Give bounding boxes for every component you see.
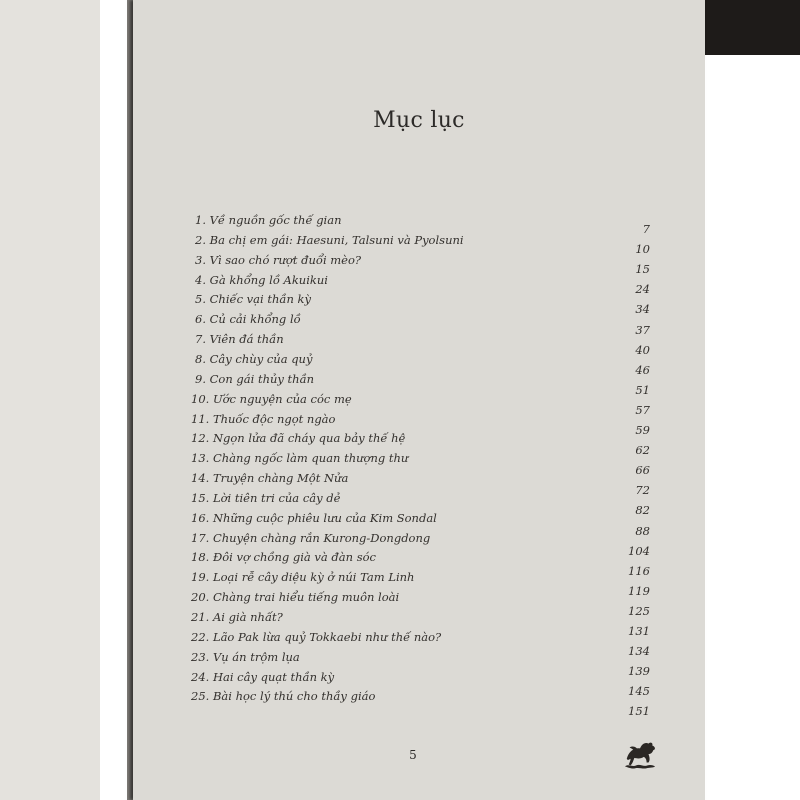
toc-entry-page: 7 — [642, 222, 650, 236]
toc-entry-page: 125 — [628, 603, 650, 618]
page-title: Mục lục — [373, 108, 465, 133]
toc-entry-title: 19. Loại rễ cây diệu kỳ ở núi Tam Linh — [191, 570, 415, 585]
toc-entry-page: 40 — [635, 342, 650, 357]
toc-entry-page: 145 — [628, 684, 650, 699]
toc-entry-page: 34 — [635, 302, 650, 317]
table-of-contents — [133, 0, 705, 800]
toc-entry-page: 119 — [628, 583, 650, 598]
toc-entry-title: 15. Lời tiên tri của cây dẻ — [191, 490, 341, 505]
toc-entry-title: 11. Thuốc độc ngọt ngào — [191, 411, 336, 426]
toc-entry-title: 13. Chàng ngốc làm quan thượng thư — [191, 451, 409, 466]
toc-entry-title: 25. Bài học lý thú cho thầy giáo — [191, 689, 376, 704]
toc-entry-page: 57 — [635, 402, 650, 417]
toc-entry-page: 151 — [628, 704, 650, 719]
toc-entry-page: 88 — [635, 523, 650, 538]
toc-entry-page: 82 — [635, 503, 650, 518]
toc-entry-title: 10. Ước nguyện của cóc mẹ — [191, 391, 352, 406]
toc-entry-title: 21. Ai già nhất? — [191, 610, 283, 624]
toc-entry-title: 16. Những cuộc phiêu lưu của Kim Sondal — [191, 510, 437, 525]
page-number: 5 — [409, 748, 417, 762]
toc-entry-title: 2. Ba chị em gái: Haesuni, Talsuni và Pyolsuni — [195, 232, 464, 247]
horse-ornament-icon — [621, 738, 659, 772]
toc-entry-title: 14. Truyện chàng Một Nửa — [191, 471, 349, 486]
toc-entry-title: 5. Chiếc vại thần kỳ — [195, 292, 311, 307]
toc-entry-page: 24 — [635, 282, 650, 297]
toc-entry-title: 23. Vụ án trộm lụa — [191, 649, 300, 664]
toc-entry-page: 37 — [635, 322, 650, 337]
toc-entry-page: 134 — [628, 644, 650, 659]
toc-entry-title: 24. Hai cây quạt thần kỳ — [191, 669, 335, 684]
toc-entry-page: 139 — [628, 664, 650, 679]
toc-entry-page: 104 — [628, 543, 650, 558]
dark-background-corner — [690, 0, 800, 55]
toc-entry-title: 12. Ngọn lửa đã cháy qua bảy thế hệ — [191, 431, 406, 446]
toc-entry-page: 62 — [635, 443, 650, 458]
toc-entry-page: 66 — [635, 463, 650, 478]
toc-entry-title: 8. Cây chùy của quỷ — [195, 351, 313, 366]
toc-entry-title: 9. Con gái thủy thần — [195, 371, 315, 386]
toc-entry-title: 22. Lão Pak lừa quỷ Tokkaebi như thế nào? — [191, 629, 442, 644]
toc-entry-title: 18. Đôi vợ chồng già và đàn sóc — [191, 550, 376, 565]
toc-entry-page: 15 — [635, 262, 650, 277]
toc-entry-title: 3. Vì sao chó rượt đuổi mèo? — [195, 252, 362, 267]
toc-entry-title: 4. Gà khổng lồ Akuikui — [195, 272, 328, 287]
desk-background — [0, 0, 100, 800]
toc-entry-page: 10 — [635, 242, 650, 257]
toc-entry-title: 6. Củ cải khổng lồ — [195, 312, 301, 327]
toc-entry-page: 51 — [635, 382, 650, 397]
toc-entry-page: 116 — [628, 563, 650, 578]
toc-entry-page: 131 — [628, 624, 650, 638]
toc-entry-title: 7. Viên đá thần — [195, 332, 284, 347]
toc-entry-page: 72 — [635, 483, 650, 498]
toc-entry-page: 59 — [635, 423, 650, 437]
toc-entry-title: 20. Chàng trai hiểu tiếng muôn loài — [191, 590, 400, 605]
toc-entry-page: 46 — [635, 362, 650, 377]
book-page — [133, 0, 705, 800]
toc-entry-title: 17. Chuyện chàng rắn Kurong-Dongdong — [191, 530, 431, 545]
toc-entry-title: 1. Về nguồn gốc thế gian — [195, 213, 342, 227]
